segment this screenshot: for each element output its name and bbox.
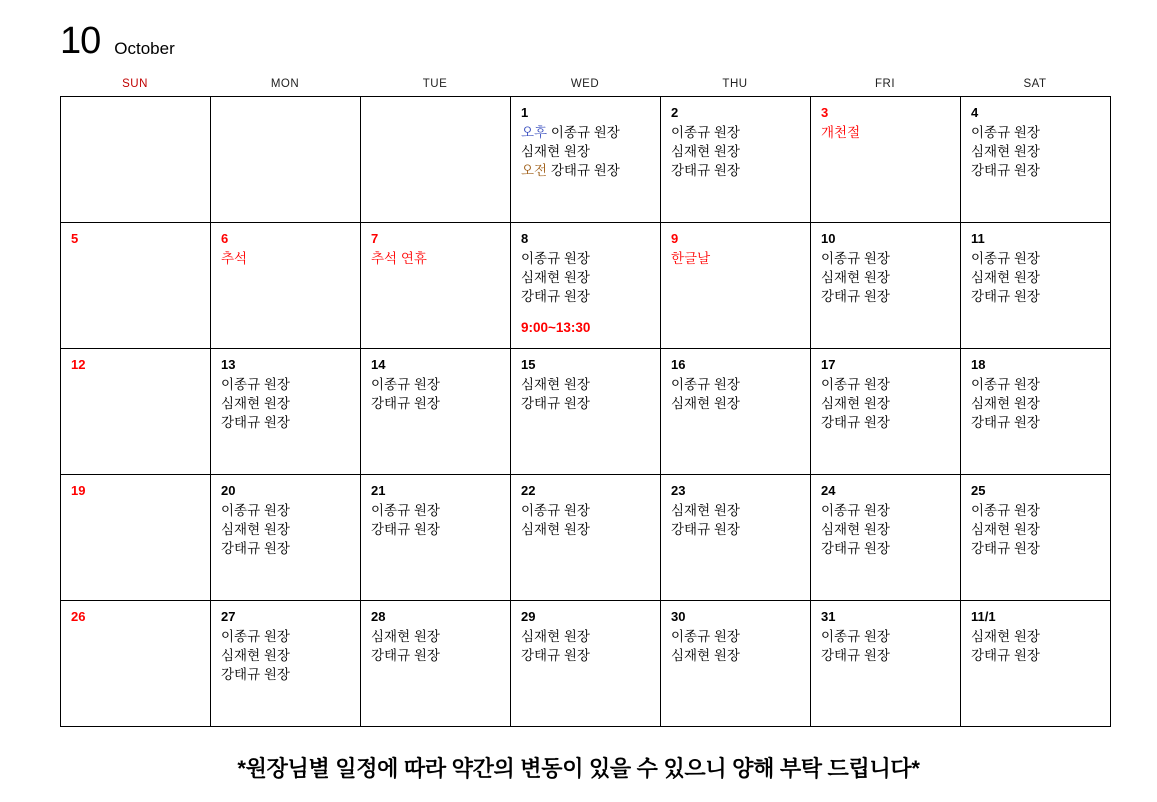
calendar-day-cell[interactable] — [661, 601, 811, 727]
day-number: 31 — [821, 609, 836, 624]
weekday-label-wed: WED — [570, 78, 600, 90]
doctor-entry — [221, 375, 351, 394]
calendar-day-cell[interactable] — [661, 475, 811, 601]
doctor-name: 이종규 원장 — [550, 125, 620, 140]
day-number: 5 — [71, 231, 79, 246]
doctor-name: 심재현 원장 — [971, 396, 1040, 411]
doctor-name: 이종규 원장 — [371, 377, 440, 392]
doctor-name: 이종규 원장 — [821, 629, 890, 644]
calendar-day-cell[interactable] — [961, 97, 1111, 223]
day-number: 10 — [821, 231, 836, 246]
doctor-entry — [521, 375, 651, 394]
calendar-day-cell[interactable] — [961, 601, 1111, 727]
doctor-entry — [221, 413, 351, 432]
calendar-day-cell[interactable] — [811, 475, 961, 601]
doctor-name: 심재현 원장 — [671, 648, 740, 663]
day-number: 27 — [221, 609, 236, 624]
doctor-entry — [821, 249, 951, 268]
doctor-name: 이종규 원장 — [971, 251, 1040, 266]
doctor-entry — [221, 394, 351, 413]
doctor-entry — [371, 646, 501, 665]
calendar-day-cell[interactable] — [211, 349, 361, 475]
doctor-entry — [971, 123, 1101, 142]
day-number: 18 — [971, 357, 986, 372]
calendar-day-cell[interactable] — [511, 223, 661, 349]
doctor-entry — [521, 161, 651, 180]
doctor-entry — [221, 539, 351, 558]
doctor-entry — [971, 287, 1101, 306]
doctor-entry — [221, 520, 351, 539]
doctor-entry — [671, 646, 801, 665]
doctor-entry — [971, 413, 1101, 432]
doctor-entry — [971, 142, 1101, 161]
holiday-label: 추석 연휴 — [371, 251, 427, 266]
footer-note: *원장님별 일정에 따라 약간의 변동이 있을 수 있으니 양해 부탁 드립니다* — [237, 756, 920, 781]
doctor-entry — [371, 501, 501, 520]
doctor-name: 강태규 원장 — [221, 415, 290, 430]
doctor-name: 강태규 원장 — [371, 522, 440, 537]
doctor-name: 심재현 원장 — [521, 377, 590, 392]
day-number: 22 — [521, 483, 536, 498]
doctor-entry — [971, 394, 1101, 413]
calendar-day-cell[interactable] — [361, 97, 511, 223]
doctor-name: 강태규 원장 — [821, 648, 890, 663]
calendar-grid — [60, 96, 1111, 727]
calendar-day-cell[interactable] — [61, 349, 211, 475]
day-number: 20 — [221, 483, 236, 498]
weekday-label-mon: MON — [270, 78, 300, 90]
calendar-day-cell[interactable] — [811, 349, 961, 475]
calendar-day-cell[interactable] — [511, 97, 661, 223]
doctor-entry — [521, 646, 651, 665]
time-note: 9:00~13:30 — [521, 320, 591, 335]
calendar-day-cell[interactable] — [661, 349, 811, 475]
doctor-entry — [521, 268, 651, 287]
calendar-day-cell[interactable] — [61, 601, 211, 727]
doctor-entry — [971, 161, 1101, 180]
doctor-entry — [821, 520, 951, 539]
doctor-entry — [971, 375, 1101, 394]
doctor-name: 강태규 원장 — [971, 648, 1040, 663]
weekday-label-tue: TUE — [422, 78, 448, 90]
doctor-entry — [521, 123, 651, 142]
day-number: 29 — [521, 609, 536, 624]
doctor-entry — [521, 249, 651, 268]
calendar-day-cell[interactable] — [211, 223, 361, 349]
day-number: 26 — [71, 609, 86, 624]
doctor-name: 심재현 원장 — [371, 629, 440, 644]
calendar-day-cell[interactable] — [661, 223, 811, 349]
weekday-label-thu: THU — [722, 78, 748, 90]
calendar-day-cell[interactable] — [961, 475, 1111, 601]
day-number: 2 — [671, 105, 679, 120]
doctor-entry — [371, 394, 501, 413]
doctor-entry — [521, 394, 651, 413]
doctor-entry — [821, 627, 951, 646]
doctor-entry — [521, 627, 651, 646]
doctor-entry — [971, 627, 1101, 646]
doctor-name: 강태규 원장 — [221, 667, 290, 682]
doctor-name: 강태규 원장 — [521, 396, 590, 411]
doctor-entry — [671, 394, 801, 413]
doctor-name: 이종규 원장 — [671, 125, 740, 140]
calendar-day-cell[interactable] — [61, 475, 211, 601]
doctor-name: 이종규 원장 — [821, 251, 890, 266]
doctor-name: 강태규 원장 — [671, 522, 740, 537]
day-number: 15 — [521, 357, 536, 372]
day-number: 8 — [521, 231, 529, 246]
day-number: 7 — [371, 231, 379, 246]
shift-tag: 오후 — [521, 125, 548, 140]
doctor-entry — [971, 501, 1101, 520]
holiday-label: 한글날 — [671, 251, 711, 266]
doctor-name: 심재현 원장 — [821, 270, 890, 285]
weekday-label-fri: FRI — [874, 78, 896, 90]
doctor-name: 이종규 원장 — [821, 377, 890, 392]
doctor-entry — [221, 501, 351, 520]
doctor-entry — [371, 520, 501, 539]
doctor-entry — [521, 520, 651, 539]
day-number: 17 — [821, 357, 836, 372]
calendar-day-cell[interactable] — [961, 223, 1111, 349]
doctor-name: 이종규 원장 — [971, 503, 1040, 518]
doctor-name: 이종규 원장 — [221, 377, 290, 392]
doctor-name: 심재현 원장 — [221, 396, 290, 411]
doctor-entry — [821, 539, 951, 558]
doctor-name: 심재현 원장 — [221, 522, 290, 537]
calendar-day-cell[interactable] — [361, 601, 511, 727]
weekday-label-sat: SAT — [1023, 78, 1047, 90]
calendar-day-cell[interactable] — [61, 97, 211, 223]
doctor-entry — [371, 627, 501, 646]
doctor-name: 이종규 원장 — [371, 503, 440, 518]
doctor-entry — [971, 249, 1101, 268]
doctor-entry — [671, 627, 801, 646]
calendar-header — [60, 22, 175, 60]
doctor-name: 강태규 원장 — [971, 415, 1040, 430]
doctor-name: 심재현 원장 — [671, 396, 740, 411]
calendar-day-cell[interactable] — [211, 601, 361, 727]
doctor-entry — [221, 646, 351, 665]
month-name: October — [114, 39, 175, 58]
doctor-name: 이종규 원장 — [971, 377, 1040, 392]
doctor-entry — [221, 627, 351, 646]
doctor-entry — [671, 501, 801, 520]
doctor-name: 심재현 원장 — [971, 629, 1040, 644]
doctor-entry — [821, 394, 951, 413]
doctor-name: 강태규 원장 — [821, 289, 890, 304]
doctor-name: 강태규 원장 — [550, 163, 620, 178]
doctor-name: 강태규 원장 — [971, 289, 1040, 304]
doctor-name: 강태규 원장 — [821, 415, 890, 430]
doctor-entry — [671, 123, 801, 142]
day-number: 28 — [371, 609, 386, 624]
doctor-name: 이종규 원장 — [971, 125, 1040, 140]
calendar-day-cell[interactable] — [211, 97, 361, 223]
doctor-name: 심재현 원장 — [521, 522, 590, 537]
weekday-label-sun: SUN — [122, 78, 148, 90]
day-number: 16 — [671, 357, 686, 372]
doctor-entry — [821, 413, 951, 432]
doctor-name: 이종규 원장 — [521, 503, 590, 518]
doctor-entry — [971, 646, 1101, 665]
doctor-name: 강태규 원장 — [371, 648, 440, 663]
doctor-entry — [821, 268, 951, 287]
holiday-label: 개천절 — [821, 125, 861, 140]
doctor-entry — [221, 665, 351, 684]
day-number: 25 — [971, 483, 986, 498]
doctor-name: 심재현 원장 — [221, 648, 290, 663]
doctor-entry — [521, 287, 651, 306]
day-number: 9 — [671, 231, 679, 246]
doctor-entry — [821, 501, 951, 520]
calendar-day-cell[interactable] — [961, 349, 1111, 475]
doctor-name: 이종규 원장 — [821, 503, 890, 518]
doctor-name: 강태규 원장 — [821, 541, 890, 556]
calendar-day-cell[interactable] — [511, 475, 661, 601]
doctor-entry — [821, 375, 951, 394]
doctor-name: 강태규 원장 — [671, 163, 740, 178]
doctor-entry — [971, 520, 1101, 539]
calendar-day-cell[interactable] — [811, 97, 961, 223]
calendar-day-cell[interactable] — [511, 349, 661, 475]
day-number: 11 — [971, 231, 985, 246]
doctor-name: 심재현 원장 — [971, 144, 1040, 159]
doctor-name: 심재현 원장 — [971, 270, 1040, 285]
doctor-entry — [671, 520, 801, 539]
day-number: 1 — [521, 105, 529, 120]
calendar-day-cell[interactable] — [361, 223, 511, 349]
calendar-day-cell[interactable] — [811, 223, 961, 349]
day-number: 13 — [221, 357, 236, 372]
holiday-label: 추석 — [221, 251, 248, 266]
doctor-entry — [821, 287, 951, 306]
doctor-entry — [971, 539, 1101, 558]
day-number: 3 — [821, 105, 829, 120]
doctor-name: 강태규 원장 — [521, 648, 590, 663]
doctor-name: 심재현 원장 — [521, 144, 590, 159]
doctor-name: 강태규 원장 — [371, 396, 440, 411]
doctor-entry — [371, 375, 501, 394]
doctor-name: 심재현 원장 — [821, 522, 890, 537]
doctor-entry — [971, 268, 1101, 287]
day-number: 4 — [971, 105, 979, 120]
day-number: 14 — [371, 357, 386, 372]
day-number: 19 — [71, 483, 86, 498]
doctor-name: 심재현 원장 — [971, 522, 1040, 537]
shift-tag: 오전 — [521, 163, 548, 178]
doctor-name: 강태규 원장 — [971, 541, 1040, 556]
day-number: 30 — [671, 609, 686, 624]
doctor-name: 심재현 원장 — [821, 396, 890, 411]
calendar-day-cell[interactable] — [661, 97, 811, 223]
calendar-day-cell[interactable] — [511, 601, 661, 727]
calendar-day-cell[interactable] — [211, 475, 361, 601]
day-number: 23 — [671, 483, 686, 498]
doctor-name: 이종규 원장 — [671, 377, 740, 392]
day-number: 21 — [371, 483, 386, 498]
doctor-name: 심재현 원장 — [521, 629, 590, 644]
doctor-entry — [521, 501, 651, 520]
doctor-name: 강태규 원장 — [521, 289, 590, 304]
doctor-name: 이종규 원장 — [671, 629, 740, 644]
doctor-entry — [671, 375, 801, 394]
doctor-name: 심재현 원장 — [671, 503, 740, 518]
calendar-day-cell[interactable] — [361, 475, 511, 601]
doctor-name: 이종규 원장 — [221, 629, 290, 644]
doctor-entry — [821, 646, 951, 665]
day-number: 12 — [71, 357, 86, 372]
doctor-entry — [671, 142, 801, 161]
doctor-name: 강태규 원장 — [221, 541, 290, 556]
doctor-name: 강태규 원장 — [971, 163, 1040, 178]
day-number: 6 — [221, 231, 229, 246]
calendar-day-cell[interactable] — [811, 601, 961, 727]
day-number: 24 — [821, 483, 836, 498]
calendar-day-cell[interactable] — [361, 349, 511, 475]
calendar-day-cell[interactable] — [61, 223, 211, 349]
doctor-name: 이종규 원장 — [221, 503, 290, 518]
doctor-entry — [521, 142, 651, 161]
doctor-entry — [671, 161, 801, 180]
day-number: 11/1 — [971, 609, 996, 624]
doctor-name: 이종규 원장 — [521, 251, 590, 266]
weekday-header-row — [60, 78, 1110, 90]
doctor-name: 심재현 원장 — [521, 270, 590, 285]
month-number: 10 — [60, 20, 101, 62]
doctor-name: 심재현 원장 — [671, 144, 740, 159]
